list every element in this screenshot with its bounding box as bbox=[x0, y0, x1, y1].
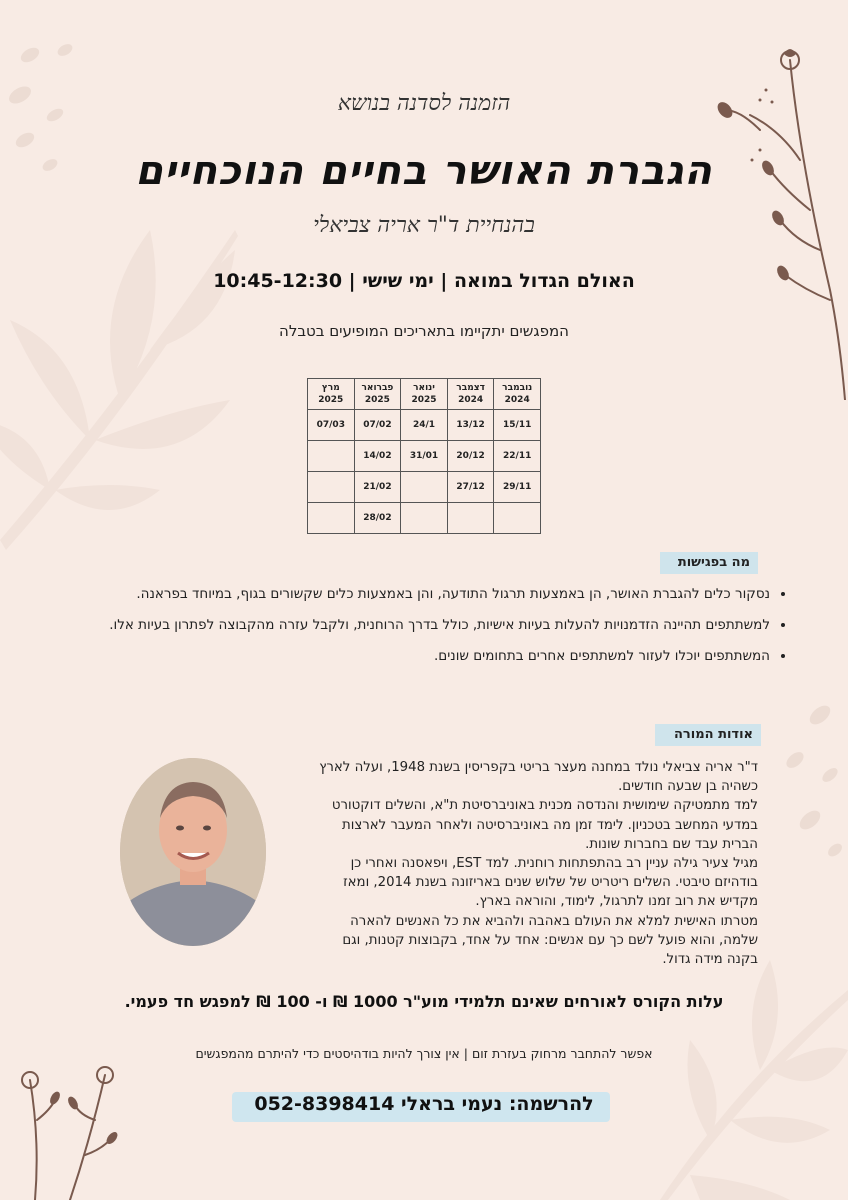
location-time: האולם הגדול במואה | ימי שישי | 10:45-12:30 bbox=[213, 270, 635, 292]
date-cell: 13/12 bbox=[447, 410, 494, 441]
month-header: ינואר 2025 bbox=[401, 379, 448, 410]
date-cell bbox=[308, 441, 355, 472]
date-cell bbox=[308, 503, 355, 534]
about-heading: אודות המורה bbox=[655, 724, 761, 746]
date-cell bbox=[401, 472, 448, 503]
dates-note: המפגשים יתקיימו בתאריכים המופיעים בטבלה bbox=[279, 322, 569, 340]
date-cell: 07/03 bbox=[308, 410, 355, 441]
schedule-row bbox=[308, 441, 541, 472]
date-cell: 27/12 bbox=[447, 472, 494, 503]
schedule-table bbox=[307, 378, 541, 534]
date-cell bbox=[447, 503, 494, 534]
date-cell: 14/02 bbox=[354, 441, 401, 472]
leaf-branch-left-decoration bbox=[0, 200, 240, 580]
page-title: הגברת האושר בחיים הנוכחיים bbox=[135, 148, 713, 194]
registration-contact[interactable]: להרשמה: נעמי בראלי 052-8398414 bbox=[254, 1093, 594, 1115]
month-header: מרץ 2025 bbox=[308, 379, 355, 410]
date-cell: 15/11 bbox=[494, 410, 541, 441]
schedule-header-row bbox=[308, 379, 541, 410]
meetings-heading: מה בפגישות bbox=[660, 552, 758, 574]
schedule-row bbox=[308, 472, 541, 503]
petal-dots-right-decoration bbox=[780, 700, 848, 870]
schedule-row bbox=[308, 410, 541, 441]
list-item: • נסקור כלים להגברת האושר, הן באמצעות תרגול התודעה, והן באמצעות כלים שקשורים בגוף, במיוחד בפראנה. bbox=[80, 585, 770, 603]
date-cell: 28/02 bbox=[354, 503, 401, 534]
date-cell bbox=[494, 503, 541, 534]
list-item: • למשתתפים תהיינה הזדמנויות להעלות בעיות אישיות, כולל בדרך הרוחנית, ולקבל עזרה מהקבוצה לפתרון בעיות אלו. bbox=[80, 616, 770, 634]
date-cell: 21/02 bbox=[354, 472, 401, 503]
bio-paragraph: מטרתו האישית למלא את העולם באהבה ולהביא את כל האנשים להארה שלמה, והוא פועל לשם כך עם אנשים: אחד על אחד, בקבוצות קטנות, וגם בקנה מידה גדול. bbox=[342, 913, 758, 968]
month-header: פברואר 2025 bbox=[354, 379, 401, 410]
month-header: נובמבר 2024 bbox=[494, 379, 541, 410]
date-cell: 24/1 bbox=[401, 410, 448, 441]
teacher-photo bbox=[120, 758, 266, 946]
portrait-illustration bbox=[120, 758, 266, 946]
zoom-note: אפשר להתחבר מרחוק בעזרת זום | אין צורך להיות בודהיסטים כדי להיתרם מהמפגשים bbox=[195, 1046, 653, 1061]
price-line: עלות הקורס לאורחים שאינם תלמידי מוע"ר 1000 ₪ ו- 100 ₪ למפגש חד פעמי. bbox=[124, 992, 724, 1011]
date-cell: 29/11 bbox=[494, 472, 541, 503]
flower-branch-bottom-left-decoration bbox=[10, 1060, 130, 1200]
date-cell: 20/12 bbox=[447, 441, 494, 472]
bio-paragraph: למד מתמטיקה שימושית והנדסה מכנית באוניברסיטת ת"א, והשלים דוקטורט במדעי המחשב בטכניון. לימד זמן מה באוניברסיטה ולאחר המעבר לארצות הברית עבד שם בחברות שונות. bbox=[331, 798, 758, 852]
bio-paragraph: ד"ר אריה צביאלי נולד במחנה מעצר בריטי בקפריסין בשנת 1948, ועלה לארץ כשהיה בן שבעה חודשים. bbox=[319, 760, 758, 795]
date-cell bbox=[401, 503, 448, 534]
date-cell: 31/01 bbox=[401, 441, 448, 472]
meetings-list bbox=[80, 585, 792, 678]
month-header: דצמבר 2024 bbox=[447, 379, 494, 410]
invitation-line: הזמנה לסדנה בנושא bbox=[337, 91, 511, 116]
date-cell: 07/02 bbox=[354, 410, 401, 441]
date-cell bbox=[308, 472, 355, 503]
list-item: • המשתתפים יוכלו לעזור למשתתפים אחרים בתחומים שונים. bbox=[80, 647, 770, 665]
schedule-row bbox=[308, 503, 541, 534]
date-cell: 22/11 bbox=[494, 441, 541, 472]
teacher-bio bbox=[318, 758, 758, 969]
guide-line: בהנחיית ד"ר אריה צביאלי bbox=[313, 213, 535, 238]
bio-paragraph: מגיל צעיר גילה עניין רב בהתפתחות רוחנית. למד EST, ויפאסנה ואחרי כן בודהיזם טיבטי. השלים ריטריט של שלוש שנים באריזונה בשנת 2014, ומאז מקדיש את רוב זמנו לתרגול, לימוד, והוראה בארץ. bbox=[343, 856, 758, 910]
